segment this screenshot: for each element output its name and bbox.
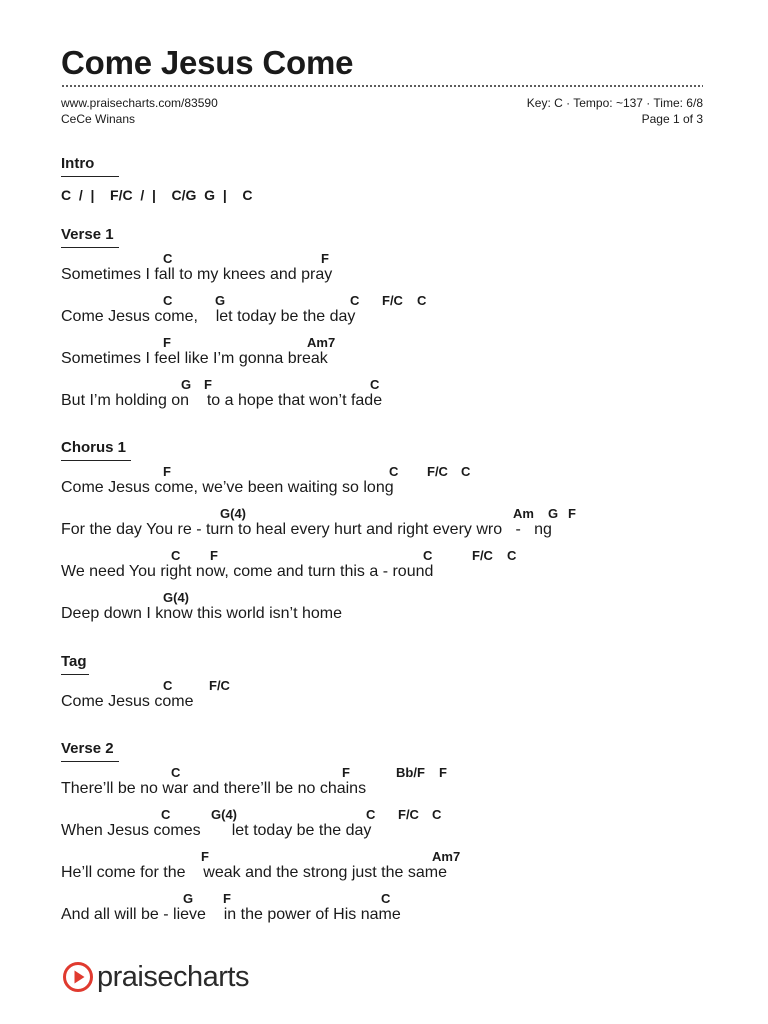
lyric-line [61,333,336,375]
lyric-text: But I’m holding on to a hope that won’t fade [61,392,383,409]
page-number: Page 1 of 3 [641,112,703,126]
lyric-text: For the day You re - turn to heal every hurt and right every wro - ng [61,521,552,538]
chord: Am [513,506,534,521]
chord: C [171,548,181,563]
chord: G [548,506,559,521]
chord: C [417,293,427,308]
chord: C [381,891,391,906]
chord: C [163,251,173,266]
chord: F/C [427,464,448,479]
chord: F [201,849,209,864]
lyric-line [61,291,427,333]
lyric-text: Sometimes I fall to my knees and pray [61,266,333,283]
lyric-line [61,676,230,718]
section-verse-1 [61,226,427,417]
chord: F [210,548,218,563]
lyric-text: Come Jesus come, we’ve been waiting so long [61,479,394,496]
lyric-line [61,847,461,889]
chord: C [423,548,433,563]
chord: Am7 [432,849,461,864]
chord: F [163,335,171,350]
section-title: Tag [61,653,89,675]
chord: G(4) [211,807,237,822]
section-verse-2 [61,740,461,931]
lyric-line [61,249,333,291]
chord: F [204,377,212,392]
chord: C [171,765,181,780]
lyric-line [61,546,517,588]
section-title: Chorus 1 [61,439,131,461]
section-intro [61,155,252,203]
chord: C [370,377,380,392]
lyric-line [61,889,401,931]
section-title: Intro [61,155,119,177]
lyric-text: He’ll come for the weak and the strong just the same [61,864,447,881]
chord: C [432,807,442,822]
chord: F [568,506,576,521]
lyric-text: And all will be - lieve in the power of His name [61,906,401,923]
chord: C [389,464,399,479]
lyric-text: Come Jesus come [61,693,194,710]
chord: Am7 [307,335,336,350]
lyric-line [61,375,383,417]
chord: C [161,807,171,822]
lyric-line [61,588,343,630]
chord: G(4) [163,590,189,605]
chord: G [181,377,192,392]
chord: F [342,765,350,780]
artist-name: CeCe Winans [61,112,136,126]
lyric-line [61,462,471,504]
chord: F/C [472,548,493,563]
play-circle-icon [62,961,94,993]
chord: F [223,891,231,906]
chord: F [163,464,171,479]
lyric-text: When Jesus comes let today be the day [61,822,372,839]
chord: G [183,891,194,906]
chord: C [366,807,376,822]
chord: F/C [209,678,230,693]
lyric-line [61,763,447,805]
lyric-text: Sometimes I feel like I’m gonna break [61,350,328,367]
section-title: Verse 1 [61,226,119,248]
song-title: Come Jesus Come [61,44,354,81]
chord: F [439,765,447,780]
song-url[interactable]: www.praisecharts.com/83590 [61,96,218,110]
lyric-line [61,805,442,847]
chord: G [215,293,226,308]
chord: C [163,293,173,308]
chord: C [350,293,360,308]
chord: F [321,251,329,266]
lyric-text: There’ll be no war and there’ll be no chains [61,780,367,797]
section-title: Verse 2 [61,740,119,762]
lyric-line [61,504,576,546]
chord: G(4) [220,506,246,521]
section-chorus-1 [61,439,576,630]
intro-chord-line: C / | F/C / | C/G G | C [61,187,253,203]
chord: C [461,464,471,479]
chord: Bb/F [396,765,425,780]
lyric-text: Deep down I know this world isn’t home [61,605,343,622]
lyric-text: We need You right now, come and turn this a - round [61,563,434,580]
praisecharts-logo[interactable] [62,960,249,994]
chord: F/C [398,807,419,822]
chord: F/C [382,293,403,308]
chord: C [163,678,173,693]
lyric-text: Come Jesus come, let today be the day [61,308,356,325]
logo-text: praisecharts [97,960,249,993]
section-tag [61,653,230,718]
key-tempo-time: Key: C · Tempo: ~137 · Time: 6/8 [526,96,703,110]
title-divider [61,84,703,88]
chord: C [507,548,517,563]
